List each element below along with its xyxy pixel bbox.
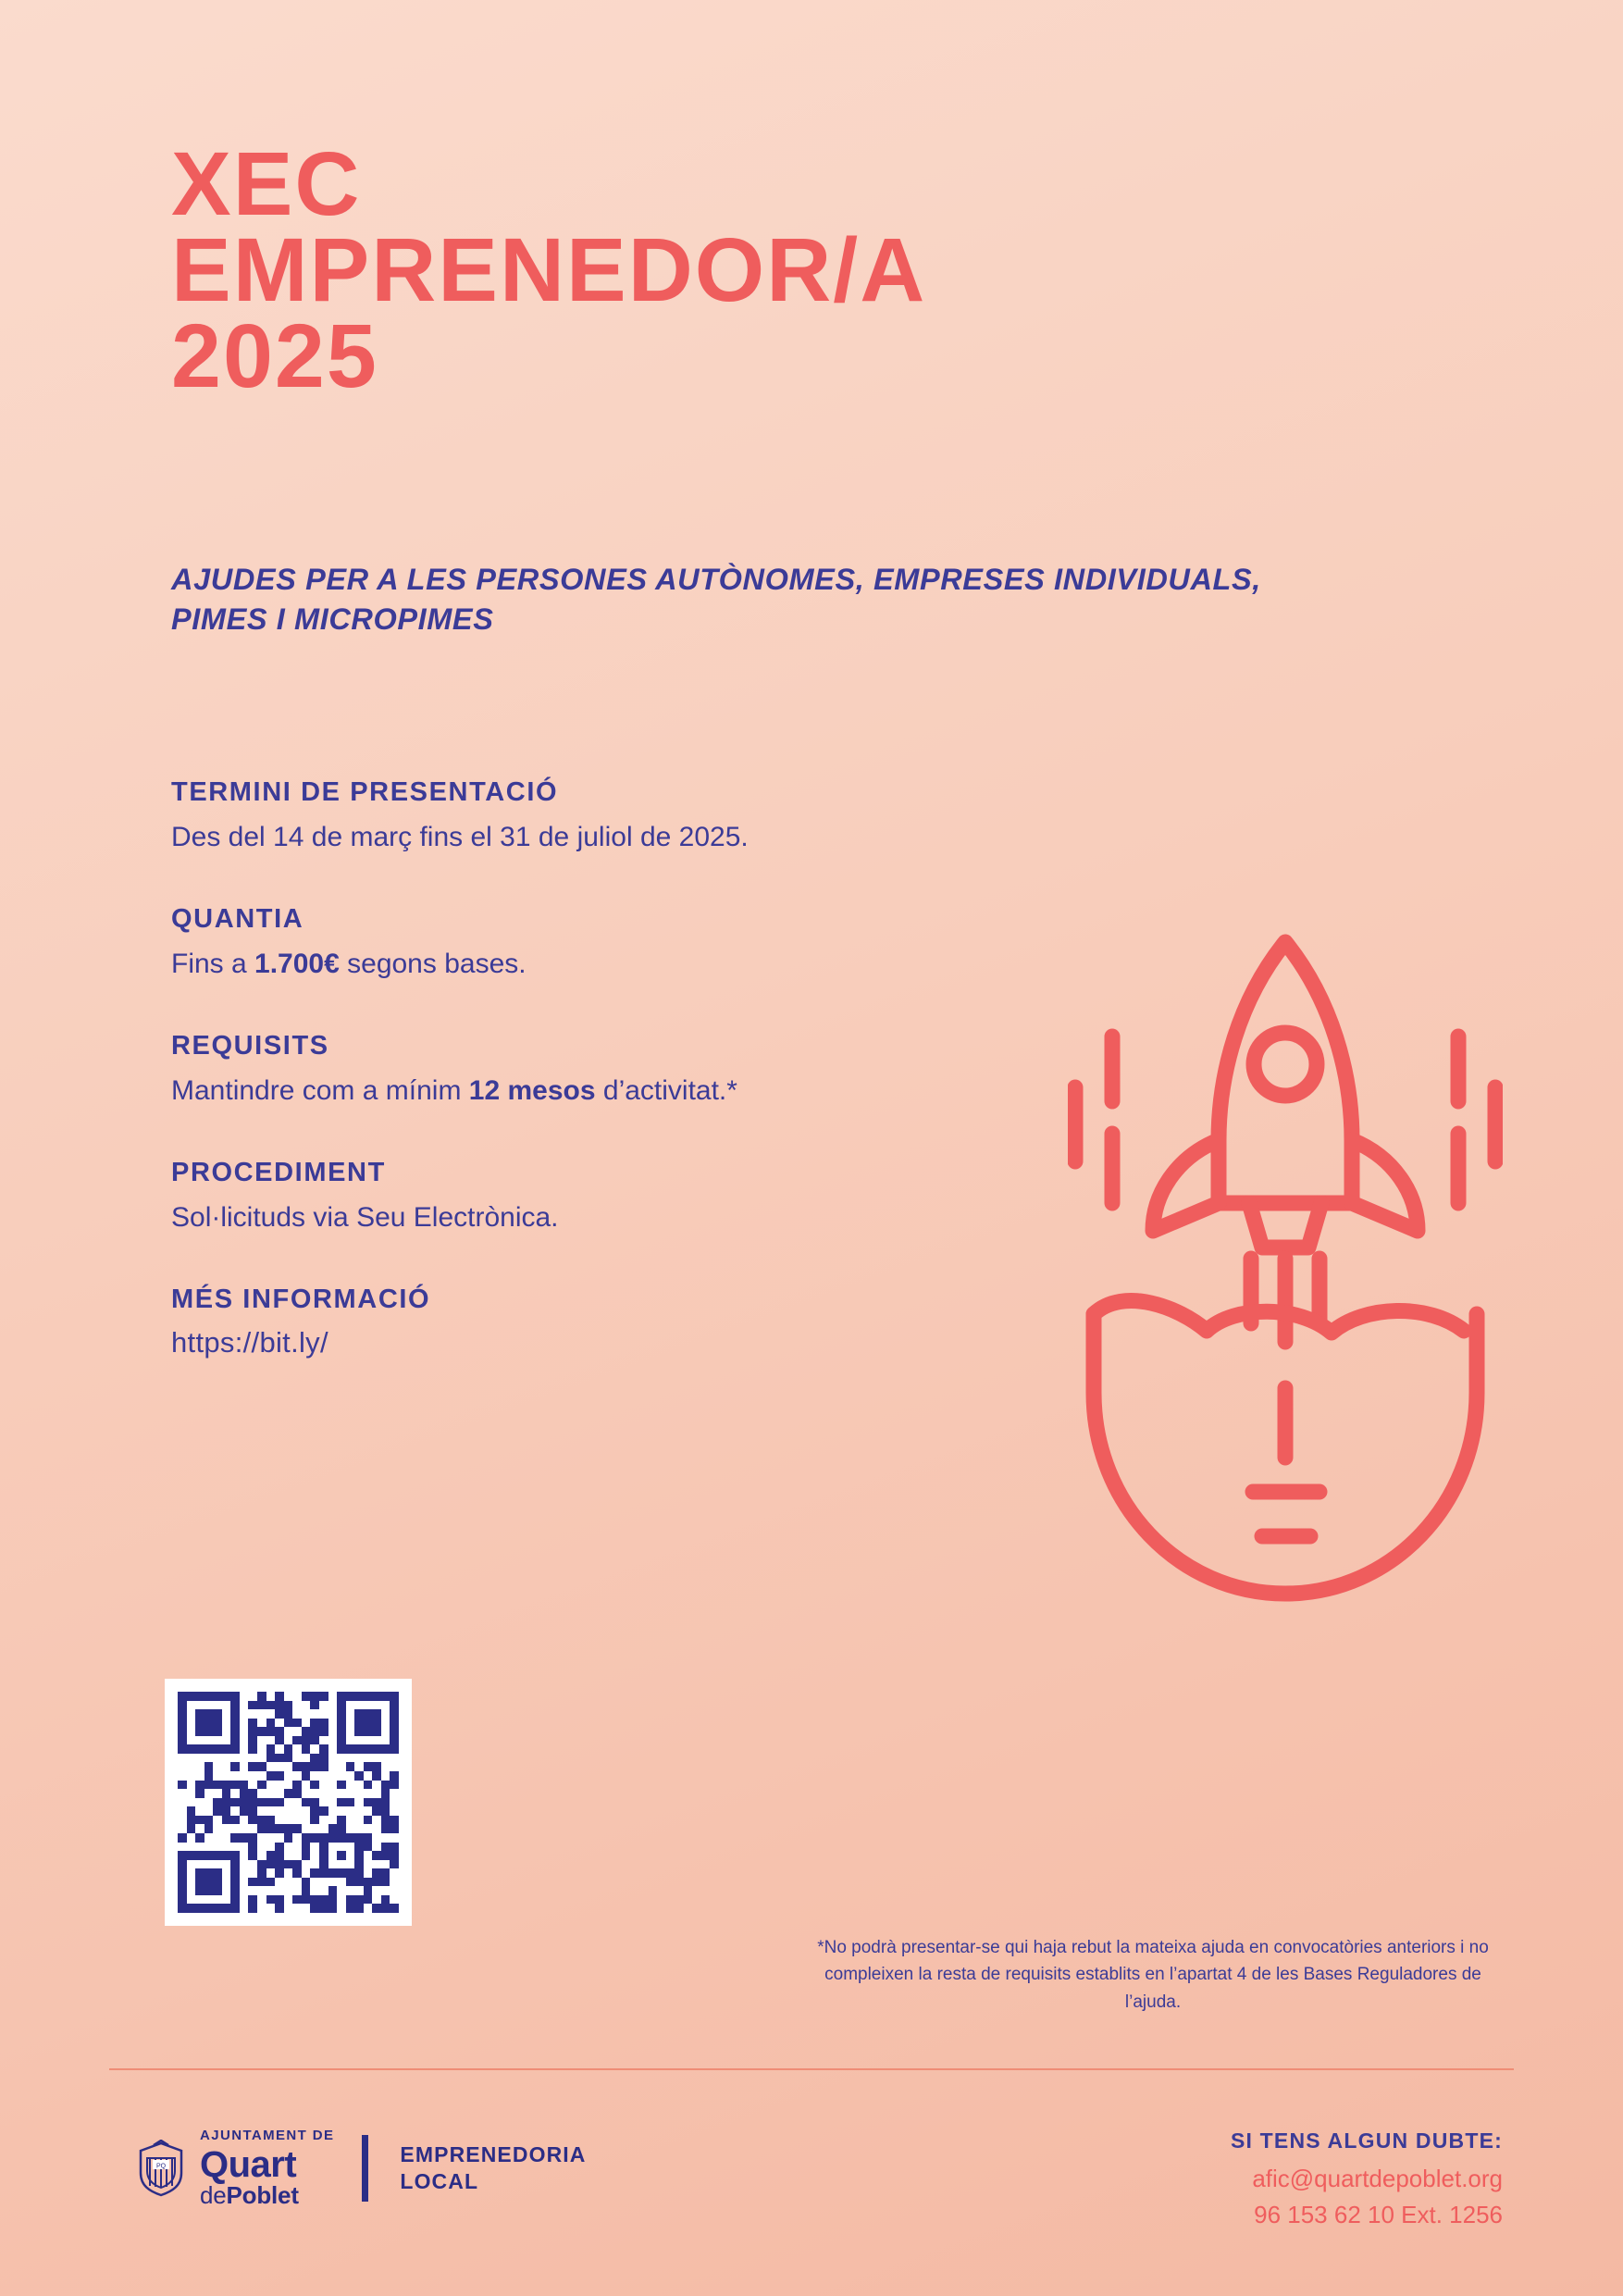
quantia-pre: Fins a bbox=[171, 948, 255, 979]
requisits-pre: Mantindre com a mínim bbox=[171, 1074, 469, 1106]
brand-sub bbox=[200, 2183, 334, 2207]
requisits-post: d’activitat.* bbox=[595, 1074, 737, 1106]
brand-main: Quart bbox=[200, 2144, 297, 2185]
section-heading-requisits: REQUISITS bbox=[171, 1030, 329, 1061]
section-termini bbox=[171, 777, 939, 856]
section-heading-procediment: PROCEDIMENT bbox=[171, 1157, 386, 1187]
requisits-duration: 12 mesos bbox=[468, 1074, 596, 1106]
more-info-link[interactable]: https://bit.ly/ bbox=[171, 1325, 328, 1359]
brand-top: AJUNTAMENT DE bbox=[200, 2128, 335, 2143]
poster-subtitle: AJUDES PER A LES PERSONES AUTÒNOMES, EMPRESES INDIVIDUALS, PIMES I MICROPIMES bbox=[171, 563, 1261, 636]
title-line-2: EMPRENEDOR/A bbox=[171, 219, 927, 321]
info-sections bbox=[171, 777, 939, 1359]
qr-matrix bbox=[178, 1692, 399, 1913]
title-line-3: 2025 bbox=[171, 305, 378, 407]
poster-title bbox=[171, 133, 1282, 407]
quantia-amount: 1.700€ bbox=[254, 948, 340, 979]
department-line-2: LOCAL bbox=[400, 2168, 479, 2193]
qr-code[interactable] bbox=[165, 1679, 412, 1926]
section-mes-informacio bbox=[171, 1285, 939, 1359]
brand-divider bbox=[362, 2135, 368, 2202]
contact-email[interactable]: afic@quartdepoblet.org bbox=[1252, 2165, 1503, 2192]
section-requisits bbox=[171, 1031, 939, 1110]
footer-divider bbox=[109, 2068, 1514, 2070]
footer-brand bbox=[137, 2128, 586, 2207]
brand-sub-prefix: de bbox=[200, 2181, 227, 2209]
coat-of-arms-icon bbox=[137, 2140, 185, 2197]
svg-text:PQ: PQ bbox=[155, 2163, 167, 2169]
section-heading-mes-informacio: MÉS INFORMACIÓ bbox=[171, 1284, 431, 1314]
contact-heading: SI TENS ALGUN DUBTE: bbox=[1230, 2128, 1503, 2153]
section-heading-quantia: QUANTIA bbox=[171, 903, 304, 934]
title-line-1: XEC bbox=[171, 133, 362, 234]
section-procediment bbox=[171, 1158, 939, 1236]
rocket-launch-icon bbox=[1068, 925, 1503, 1629]
section-body-termini: Des del 14 de març fins el 31 de juliol de 2025. bbox=[171, 822, 749, 852]
brand-text bbox=[200, 2128, 334, 2207]
section-body-requisits bbox=[171, 1073, 939, 1110]
brand-sub-main: Poblet bbox=[226, 2181, 299, 2209]
quantia-post: segons bases. bbox=[339, 948, 527, 979]
section-body-quantia bbox=[171, 946, 939, 983]
section-quantia bbox=[171, 904, 939, 983]
footer-contact bbox=[1231, 2128, 1503, 2229]
department-name bbox=[400, 2141, 586, 2193]
footnote: *No podrà presentar-se qui haja rebut la mateixa ajuda en convocatòries anteriors i no compleixen la resta de requisits establits en l’apartat 4 de les Bases Reguladores de l’ajuda. bbox=[817, 1938, 1489, 2012]
contact-phone: 96 153 62 10 Ext. 1256 bbox=[1254, 2201, 1503, 2228]
department-line-1: EMPRENEDORIA bbox=[400, 2142, 587, 2167]
section-body-procediment: Sol·licituds via Seu Electrònica. bbox=[171, 1201, 559, 1233]
section-heading-termini: TERMINI DE PRESENTACIÓ bbox=[171, 777, 559, 807]
